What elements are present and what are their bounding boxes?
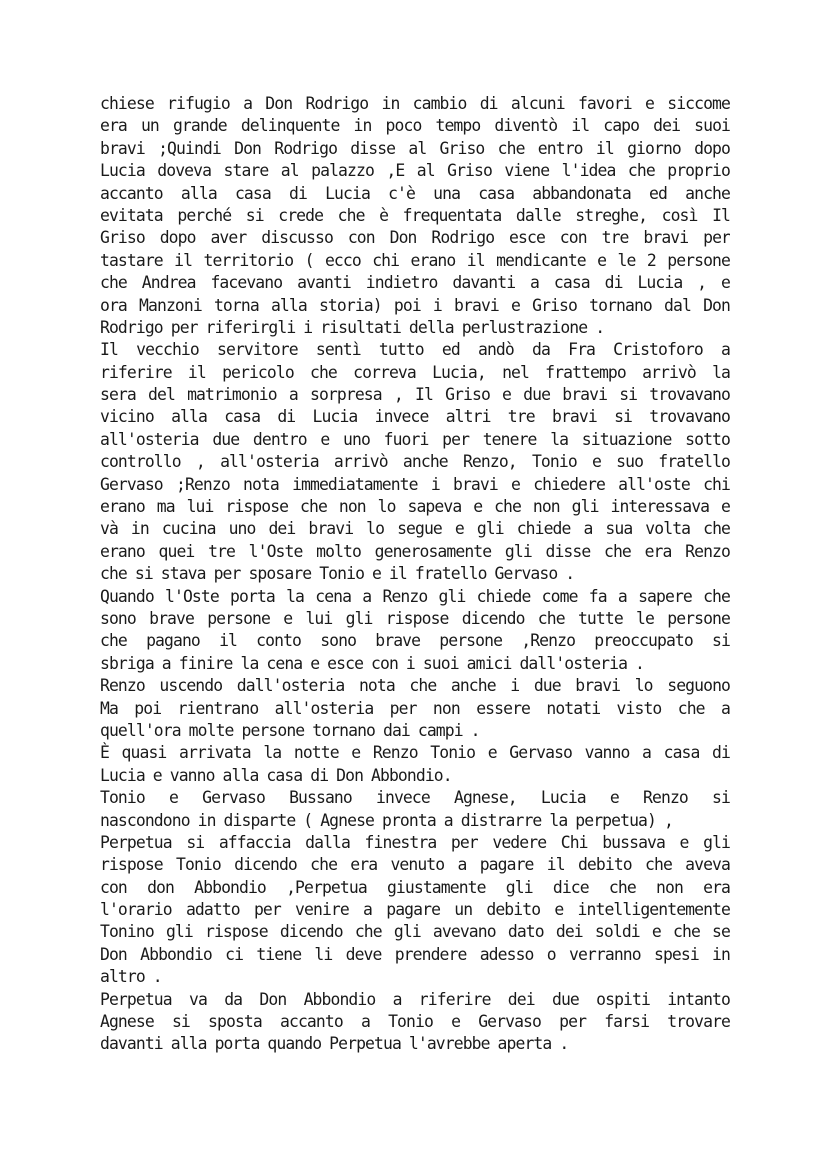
- text-line: era un grande delinquente in poco tempo diventò il capo dei suoi: [100, 116, 730, 136]
- text-line: con don Abbondio ,Perpetua giustamente gli dice che non era: [100, 877, 730, 897]
- text-line: l'orario adatto per venire a pagare un debito e intelligentemente: [100, 900, 730, 920]
- text-line: Griso dopo aver discusso con Don Rodrigo esce con tre bravi per: [100, 228, 730, 248]
- text-line: vicino alla casa di Lucia invece altri tre bravi si trovavano: [100, 407, 730, 427]
- text-line: accanto alla casa di Lucia c'è una casa abbandonata ed anche: [100, 183, 730, 203]
- text-line: È quasi arrivata la notte e Renzo Tonio e Gervaso vanno a casa di: [100, 743, 730, 763]
- text-line: Agnese si sposta accanto a Tonio e Gervaso per farsi trovare: [100, 1012, 730, 1032]
- text-line: Ma poi rientrano all'osteria per non essere notati visto che a: [100, 698, 730, 718]
- text-line: erano quei tre l'Oste molto generosamente gli disse che era Renzo: [100, 541, 730, 561]
- text-line: quell'ora molte persone tornano dai campi .: [100, 720, 480, 740]
- text-line: che Andrea facevano avanti indietro davanti a casa di Lucia , e: [100, 273, 730, 293]
- text-line: che si stava per sposare Tonio e il fratello Gervaso .: [100, 564, 575, 584]
- text-line: altro .: [100, 967, 162, 987]
- text-line: Tonino gli rispose dicendo che gli avevano dato dei soldi e che se: [100, 922, 730, 942]
- text-line: và in cucina uno dei bravi lo segue e gli chiede a sua volta che: [100, 519, 730, 539]
- text-line: Rodrigo per riferirgli i risultati della perlustrazione .: [100, 317, 605, 337]
- text-line: Don Abbondio ci tiene li deve prendere adesso o verranno spesi in: [100, 944, 730, 964]
- text-line: Gervaso ;Renzo nota immediatamente i bravi e chiedere all'oste chi: [100, 474, 730, 494]
- text-line: controllo , all'osteria arrivò anche Renzo, Tonio e suo fratello: [100, 452, 730, 472]
- text-line: chiese rifugio a Don Rodrigo in cambio di alcuni favori e siccome: [100, 94, 730, 113]
- text-line: rispose Tonio dicendo che era venuto a pagare il debito che aveva: [100, 855, 730, 875]
- text-line: Tonio e Gervaso Bussano invece Agnese, Lucia e Renzo si: [100, 788, 730, 808]
- text-line: che pagano il conto sono brave persone ,Renzo preoccupato si: [100, 631, 730, 651]
- text-line: Perpetua va da Don Abbondio a riferire dei due ospiti intanto: [100, 989, 730, 1009]
- text-line: Quando l'Oste porta la cena a Renzo gli chiede come fa a sapere che: [100, 586, 730, 606]
- text-line: nascondono in disparte ( Agnese pronta a distrarre la perpetua) ,: [100, 810, 673, 830]
- text-line: Perpetua si affaccia dalla finestra per vedere Chi bussava e gli: [100, 832, 730, 852]
- text-line: sono brave persone e lui gli rispose dicendo che tutte le persone: [100, 608, 730, 628]
- text-line: Lucia e vanno alla casa di Don Abbondio.: [100, 765, 452, 785]
- text-line: bravi ;Quindi Don Rodrigo disse al Griso che entro il giorno dopo: [100, 138, 730, 158]
- text-line: davanti alla porta quando Perpetua l'avrebbe aperta .: [100, 1034, 569, 1054]
- text-line: all'osteria due dentro e uno fuori per tenere la situazione sotto: [100, 429, 730, 449]
- text-line: tastare il territorio ( ecco chi erano il mendicante e le 2 persone: [100, 250, 730, 270]
- text-line: Il vecchio servitore sentì tutto ed andò da Fra Cristoforo a: [100, 340, 730, 360]
- text-line: sera del matrimonio a sorpresa , Il Griso e due bravi si trovavano: [100, 385, 730, 405]
- text-line: sbriga a finire la cena e esce con i suoi amici dall'osteria .: [100, 653, 645, 673]
- text-line: evitata perché si crede che è frequentata dalle streghe, così Il: [100, 205, 730, 225]
- text-line: ora Manzoni torna alla storia) poi i bravi e Griso tornano dal Don: [100, 295, 730, 315]
- text-line: erano ma lui rispose che non lo sapeva e che non gli interessava e: [100, 497, 730, 517]
- text-line: Renzo uscendo dall'osteria nota che anche i due bravi lo seguono: [100, 676, 730, 696]
- text-line: riferire il pericolo che correva Lucia, nel frattempo arrivò la: [100, 362, 730, 382]
- text-line: Lucia doveva stare al palazzo ,E al Griso viene l'idea che proprio: [100, 161, 730, 181]
- document-page: [100, 93, 730, 1056]
